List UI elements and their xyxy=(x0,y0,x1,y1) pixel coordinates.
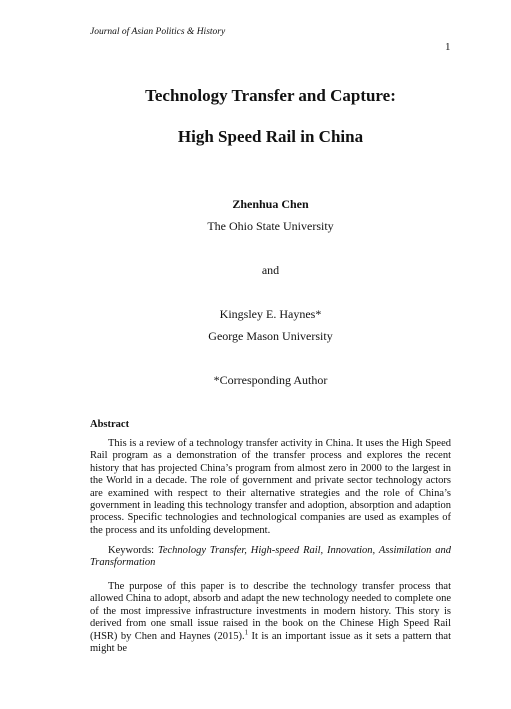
body-paragraph-1 xyxy=(90,581,451,655)
body-paragraph-1-text: The purpose of this paper is to describe the technology transfer process that allowed China to adopt, absorb and adapt the new technology needed to complete one of the most impressive infrastructure investments in modern history. This story is derived from one small issue raised in the book on the Chinese High Speed Rail (HSR) by Chen and Haynes (2015). xyxy=(90,581,451,642)
title-line-1: Technology Transfer and Capture: xyxy=(145,86,396,105)
corresponding-author-note: *Corresponding Author xyxy=(213,373,328,387)
author-1-affiliation: The Ohio State University xyxy=(207,219,334,233)
abstract-heading: Abstract xyxy=(90,419,130,430)
body-paragraph-1-continued: It is an important issue as it sets a pattern that might be xyxy=(90,630,451,655)
author-1-name: Zhenhua Chen xyxy=(232,197,309,211)
author-conjunction: and xyxy=(261,263,280,277)
keywords-text: Technology Transfer, High-speed Rail, Innovation, Assimilation and Transformation xyxy=(90,545,451,569)
title-line-2: High Speed Rail in China xyxy=(177,127,364,146)
keywords xyxy=(90,545,451,570)
keywords-label: Keywords: xyxy=(108,545,158,556)
author-2-name: Kingsley E. Haynes* xyxy=(219,307,322,321)
author-2-affiliation: George Mason University xyxy=(208,329,333,343)
page-number: 1 xyxy=(445,41,451,53)
footnote-marker[interactable]: 1 xyxy=(244,628,249,637)
abstract-text: This is a review of a technology transfer activity in China. It uses the High Speed Rail program as a demonstration of the transfer process and explores the recent history that has projected China’s program from almost zero in 2000 to the largest in the World in a decade. The role of government and private sector technology actors are examined with respect to their alternative strategies and the role of China’s government in leading this technology transfer and adoption, absorption and adaption process. Specific technologies and technological companies are used as examples of the process and its unfolding development. xyxy=(90,438,451,536)
journal-name: Journal of Asian Politics & History xyxy=(90,27,226,37)
